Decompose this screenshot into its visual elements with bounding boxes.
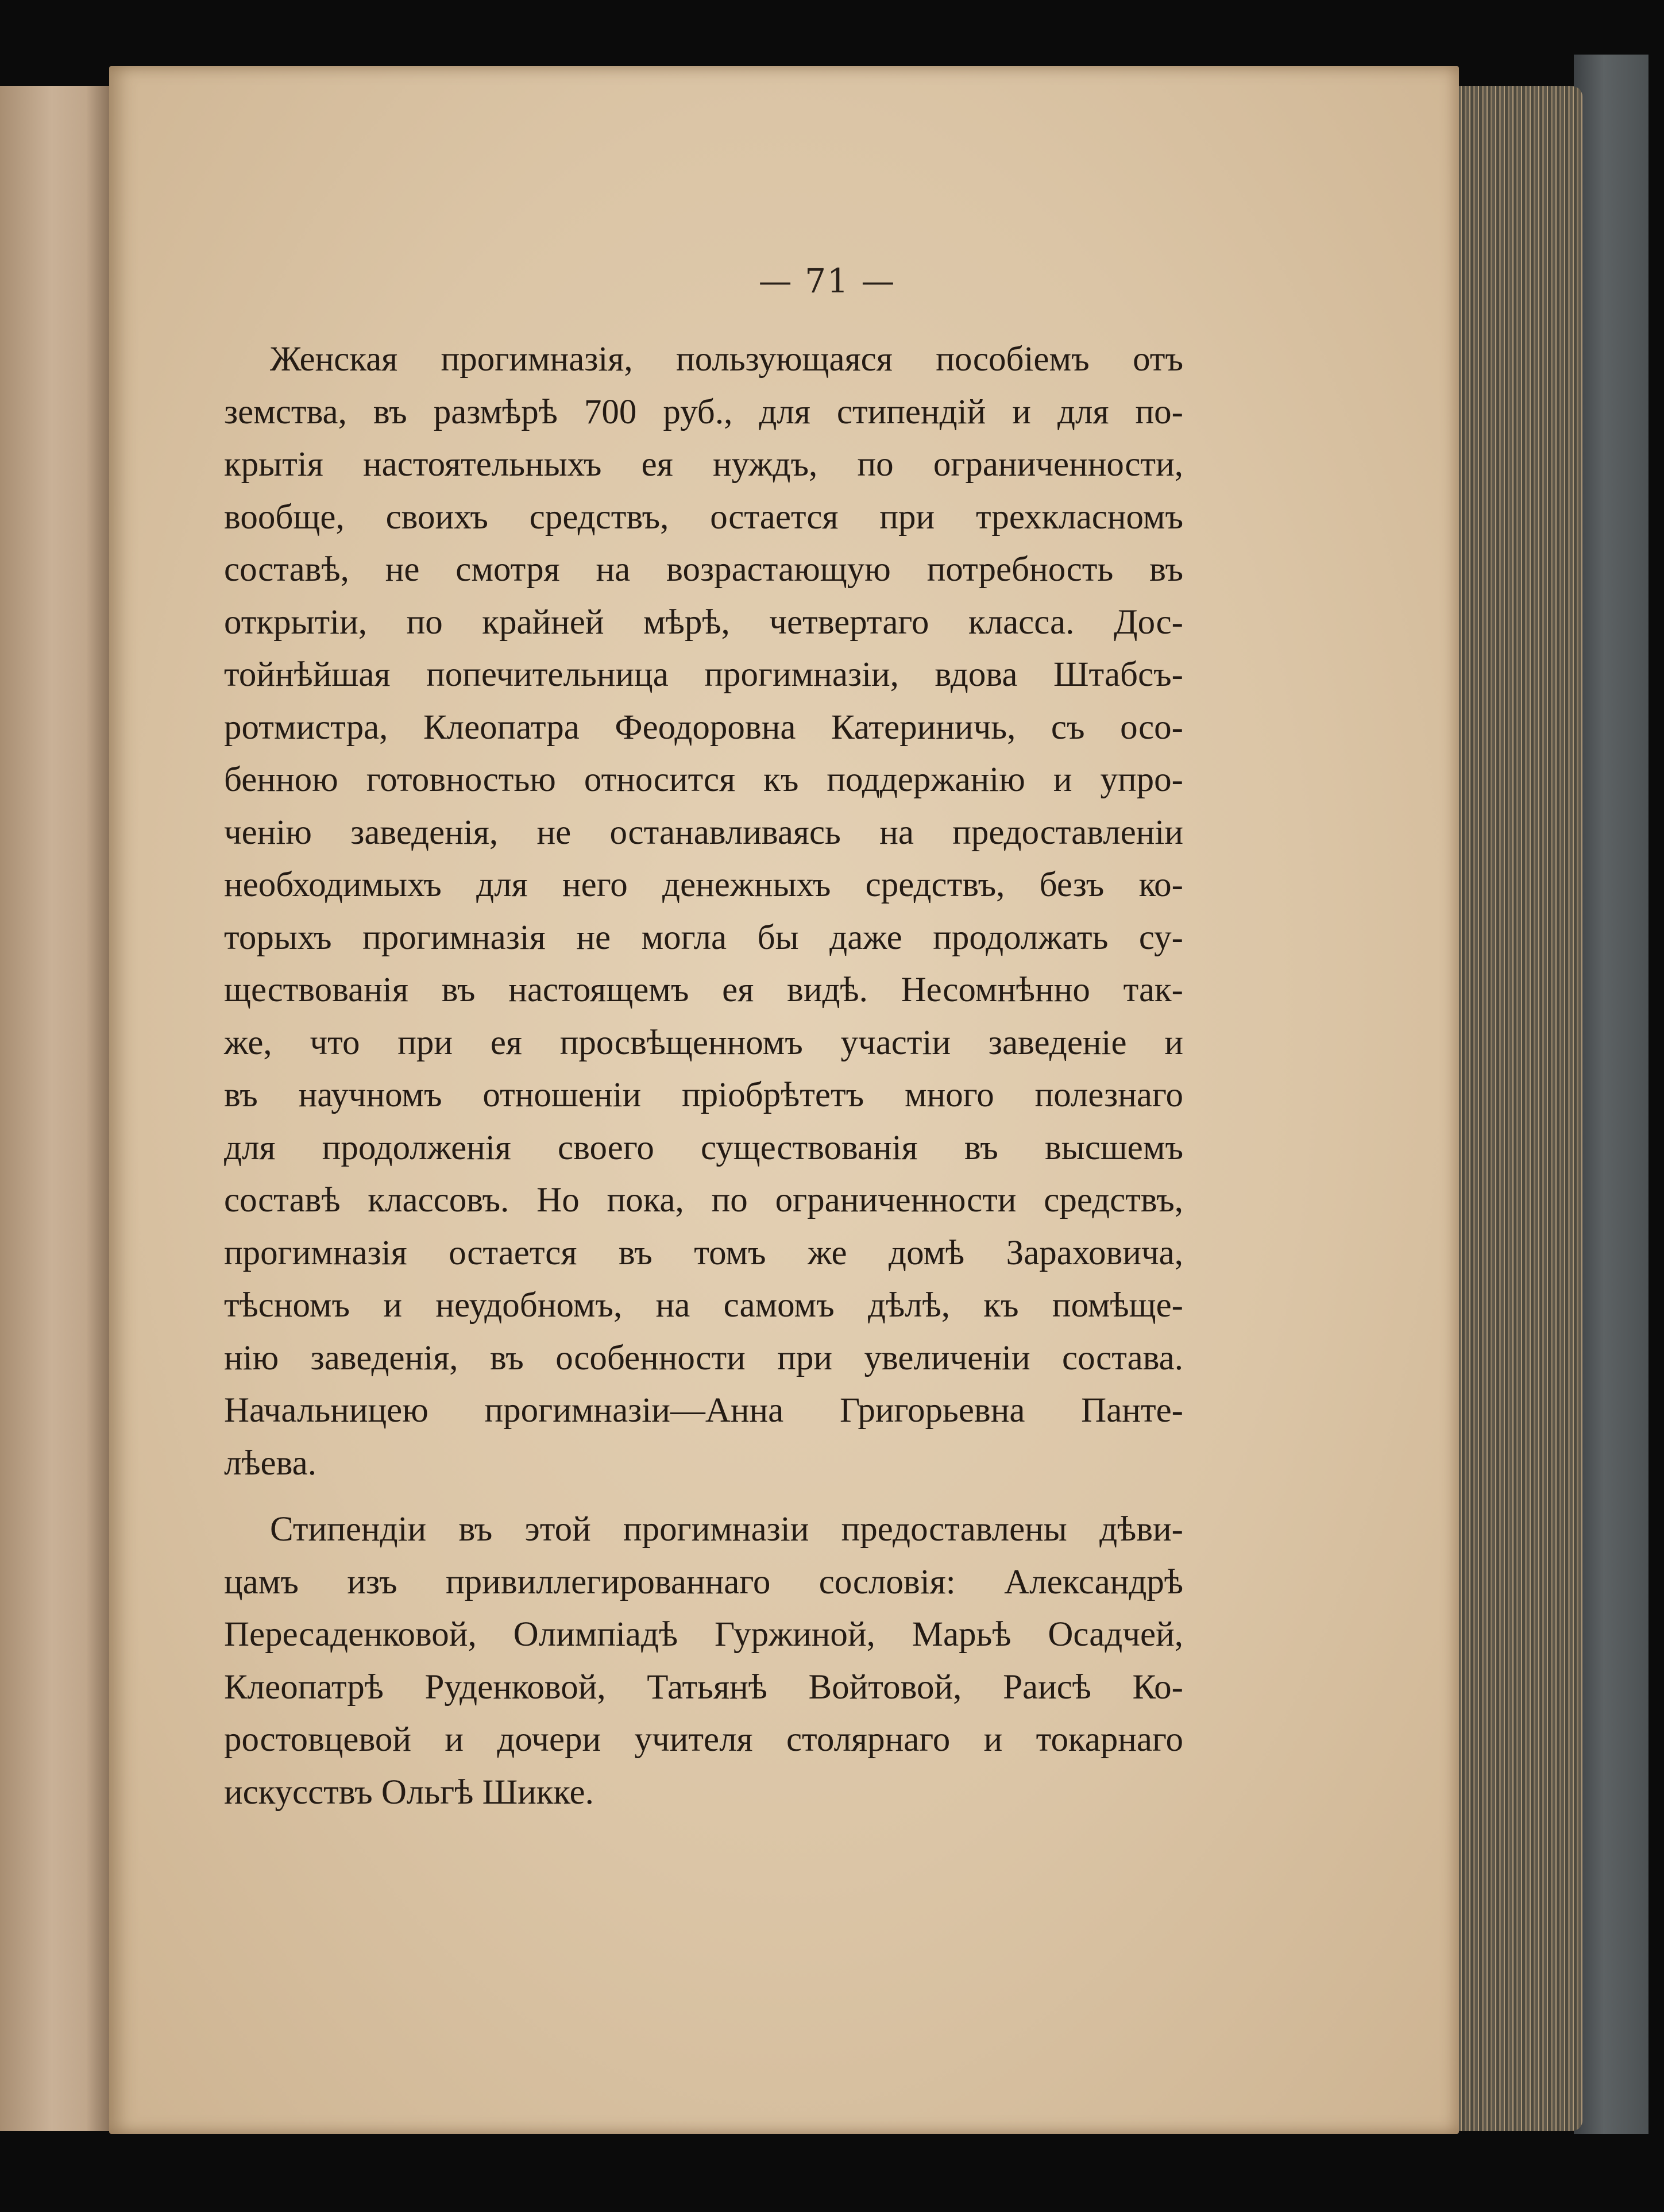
text-line: тѣсномъ и неудобномъ, на самомъ дѣлѣ, къ помѣще- (224, 1286, 1183, 1325)
text-line: земства, въ размѣрѣ 700 руб., для стипендій и для по- (224, 392, 1183, 431)
book-cover-edge (1574, 55, 1648, 2134)
paragraph-1 (224, 333, 1183, 1489)
text-line: Стипендіи въ этой прогимназіи предоставлены дѣви- (270, 1510, 1183, 1549)
text-line: ротмистра, Клеопатра Феодоровна Катериничь, съ осо- (224, 708, 1183, 747)
text-line: въ научномъ отношеніи пріобрѣтетъ много полезнаго (224, 1076, 1183, 1114)
text-line: ростовцевой и дочери учителя столярнаго и токарнаго (224, 1720, 1183, 1759)
text-line: бенною готовностью относится къ поддержанію и упро- (224, 761, 1183, 799)
text-line: тойнѣйшая попечительница прогимназіи, вдова Штабсъ- (224, 655, 1183, 694)
text-line: же, что при ея просвѣщенномъ участіи заведеніе и (224, 1023, 1183, 1062)
text-line: составѣ, не смотря на возрастающую потребность въ (224, 550, 1183, 589)
text-line: Женская прогимназія, пользующаяся пособіемъ отъ (270, 340, 1183, 379)
text-line: для продолженія своего существованія въ высшемъ (224, 1128, 1183, 1167)
text-line: Пересаденковой, Олимпіадѣ Гуржиной, Марьѣ Осадчей, (224, 1615, 1183, 1654)
text-line: искусствъ Ольгѣ Шикке. (224, 1773, 594, 1812)
text-line: прогимназія остается въ томъ же домѣ Зараховича, (224, 1233, 1183, 1272)
page-text (224, 333, 1183, 1819)
text-line: цамъ изъ привиллегированнаго сословія: Александрѣ (224, 1562, 1183, 1601)
text-line: Начальницею прогимназіи—Анна Григорьевна Панте- (224, 1391, 1183, 1430)
text-line: ществованія въ настоящемъ ея видѣ. Несомнѣнно так- (224, 971, 1183, 1009)
text-line: составѣ классовъ. Но пока, по ограниченности средствъ, (224, 1181, 1183, 1219)
text-line: торыхъ прогимназія не могла бы даже продолжать су- (224, 918, 1183, 957)
text-line: открытіи, по крайней мѣрѣ, четвертаго класса. Дос- (224, 603, 1183, 642)
text-line: нію заведенія, въ особенности при увеличеніи состава. (224, 1338, 1183, 1377)
text-line: крытія настоятельныхъ ея нуждъ, по ограниченности, (224, 445, 1183, 484)
text-line: Клеопатрѣ Руденковой, Татьянѣ Войтовой, Раисѣ Ко- (224, 1667, 1183, 1707)
page-number: — 71 — (758, 261, 896, 300)
text-line: необходимыхъ для него денежныхъ средствъ, безъ ко- (224, 866, 1183, 904)
text-line: лѣева. (224, 1443, 316, 1483)
paragraph-2 (224, 1503, 1183, 1819)
text-line: ченію заведенія, не останавливаясь на предоставленіи (224, 813, 1183, 852)
text-line: вообще, своихъ средствъ, остается при трехкласномъ (224, 497, 1183, 536)
page-stack-edges (1453, 86, 1582, 2131)
